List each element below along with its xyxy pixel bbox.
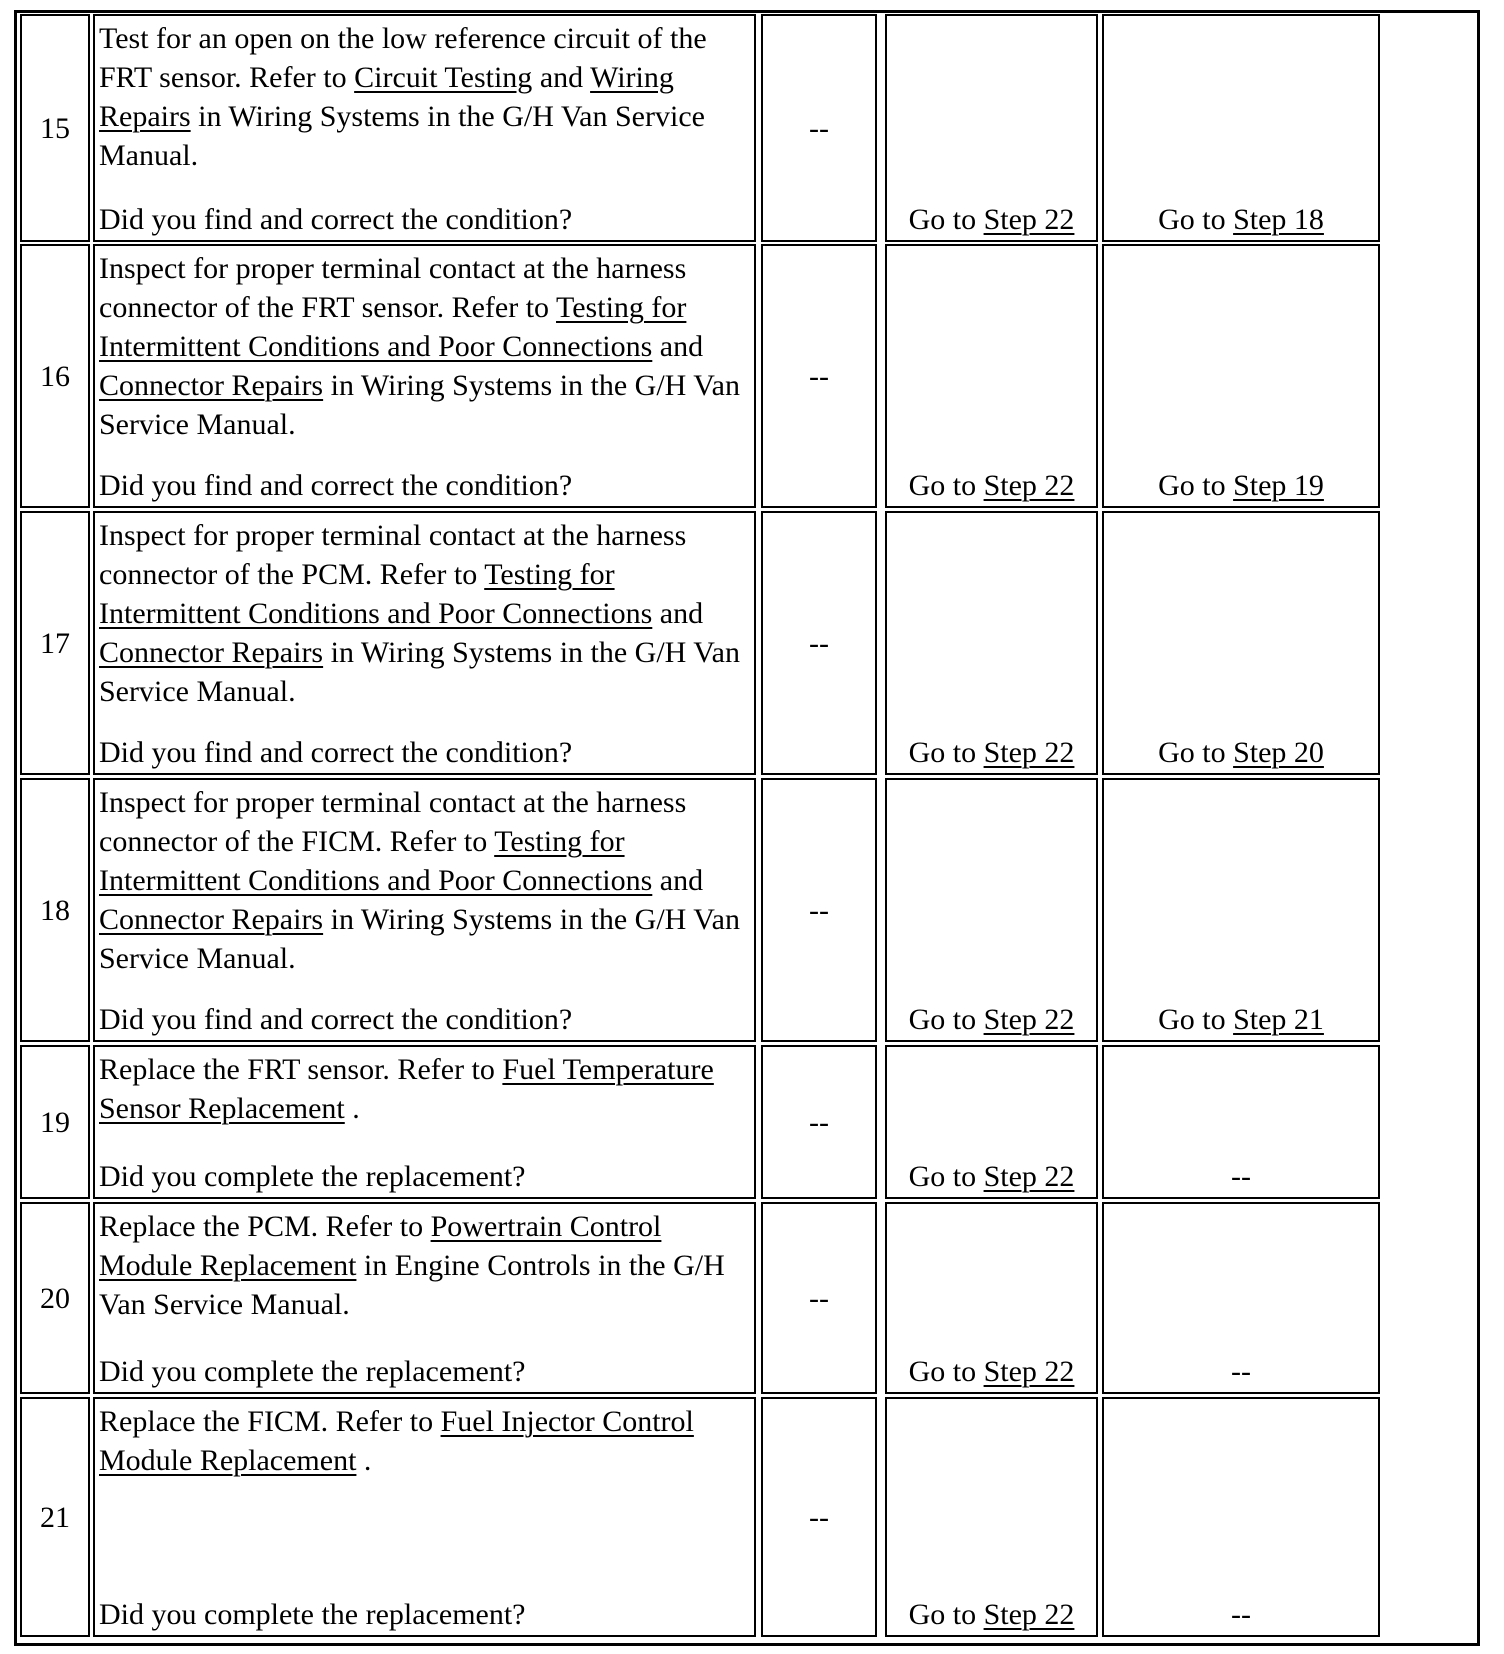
reference-link[interactable]: Connector Repairs — [99, 369, 324, 402]
no-action — [1231, 1595, 1251, 1634]
reference-link[interactable]: Fuel Injector Control Module Replacement — [99, 1405, 694, 1477]
step-number-cell — [20, 1045, 90, 1199]
action-text-segment: and — [652, 597, 704, 630]
action-question: Did you complete the replacement? — [99, 1598, 526, 1631]
step-link[interactable]: Step 22 — [983, 1598, 1075, 1631]
action-question: Did you find and correct the condition? — [99, 1003, 573, 1036]
action-text-segment: Test for an open on the low reference circuit of the FRT sensor. Refer to — [99, 22, 707, 94]
action-question: Did you find and correct the condition? — [99, 469, 573, 502]
step-number-cell — [20, 1202, 90, 1394]
reference-link[interactable]: Connector Repairs — [99, 903, 324, 936]
action-text-segment: in Engine Controls in the G/H Van Service Manual. — [99, 1249, 725, 1321]
yes-action — [909, 1000, 1075, 1039]
value-text: -- — [809, 359, 829, 393]
action-text-segment: and — [652, 864, 704, 897]
goto-label: Go to — [1158, 736, 1234, 769]
yes-action — [909, 733, 1075, 772]
value-text: -- — [809, 893, 829, 927]
step-link[interactable]: Step 22 — [983, 469, 1075, 502]
step-number: 16 — [40, 359, 70, 393]
step-link[interactable]: Step 22 — [983, 1355, 1075, 1388]
action-text-segment: in Wiring Systems in the G/H Van Service Manual. — [99, 903, 740, 975]
step-number: 17 — [40, 626, 70, 660]
step-link[interactable]: Step 22 — [983, 203, 1075, 236]
goto-label: Go to — [1158, 1003, 1234, 1036]
action-text-segment: Inspect for proper terminal contact at the harness connector of the FICM. Refer to — [99, 786, 687, 858]
value-cell — [761, 244, 877, 508]
step-number: 19 — [40, 1105, 70, 1139]
step-number-cell — [20, 511, 90, 775]
step-number: 15 — [40, 111, 70, 145]
value-cell — [761, 778, 877, 1042]
no-action — [1158, 733, 1324, 772]
action-cell — [93, 14, 756, 242]
no-cell — [1102, 778, 1380, 1042]
yes-action — [909, 1352, 1075, 1391]
goto-label: Go to — [1158, 469, 1234, 502]
no-cell — [1102, 1202, 1380, 1394]
action-text — [99, 1402, 751, 1480]
action-question: Did you find and correct the condition? — [99, 736, 573, 769]
value-cell — [761, 1397, 877, 1637]
action-cell — [93, 244, 756, 508]
action-cell — [93, 778, 756, 1042]
action-text — [99, 1207, 751, 1324]
step-link[interactable]: Step 18 — [1233, 203, 1324, 236]
yes-cell — [885, 1202, 1098, 1394]
na-text: -- — [1231, 1355, 1251, 1388]
value-cell — [761, 14, 877, 242]
action-text-segment: in Wiring Systems in the G/H Van Service Manual. — [99, 636, 740, 708]
step-number-cell — [20, 244, 90, 508]
yes-action — [909, 1595, 1075, 1634]
step-number: 18 — [40, 893, 70, 927]
yes-action — [909, 466, 1075, 505]
no-cell — [1102, 244, 1380, 508]
yes-action — [909, 200, 1075, 239]
no-action — [1158, 466, 1324, 505]
no-action — [1231, 1157, 1251, 1196]
action-text-segment: Inspect for proper terminal contact at the harness connector of the FRT sensor. Refer to — [99, 252, 687, 324]
action-text — [99, 1050, 751, 1128]
no-action — [1158, 1000, 1324, 1039]
action-text-segment: Inspect for proper terminal contact at the harness connector of the PCM. Refer to — [99, 519, 687, 591]
yes-cell — [885, 1397, 1098, 1637]
yes-cell — [885, 244, 1098, 508]
action-question: Did you find and correct the condition? — [99, 203, 573, 236]
yes-cell — [885, 778, 1098, 1042]
yes-action — [909, 1157, 1075, 1196]
goto-label: Go to — [908, 1160, 984, 1193]
reference-link[interactable]: Fuel Temperature Sensor Replacement — [99, 1053, 714, 1125]
reference-link[interactable]: Testing for Intermittent Conditions and Poor Connections — [99, 291, 687, 363]
goto-label: Go to — [908, 1003, 984, 1036]
action-text — [99, 516, 751, 711]
action-text-segment: Replace the FRT sensor. Refer to — [99, 1053, 503, 1086]
reference-link[interactable]: Testing for Intermittent Conditions and Poor Connections — [99, 558, 653, 630]
goto-label: Go to — [908, 1355, 984, 1388]
action-cell — [93, 1045, 756, 1199]
action-text-segment: and — [532, 61, 591, 94]
no-cell — [1102, 511, 1380, 775]
value-text: -- — [809, 1281, 829, 1315]
value-cell — [761, 511, 877, 775]
value-text: -- — [809, 626, 829, 660]
no-action — [1231, 1352, 1251, 1391]
value-text: -- — [809, 1105, 829, 1139]
goto-label: Go to — [908, 469, 984, 502]
action-text — [99, 249, 751, 444]
na-text: -- — [1231, 1160, 1251, 1193]
action-text — [99, 19, 751, 175]
reference-link[interactable]: Circuit Testing — [354, 61, 533, 94]
action-text-segment: and — [652, 330, 704, 363]
reference-link[interactable]: Wiring Repairs — [99, 61, 674, 133]
action-cell — [93, 511, 756, 775]
action-text-segment: . — [344, 1092, 360, 1125]
goto-label: Go to — [908, 736, 984, 769]
no-action — [1158, 200, 1324, 239]
step-link[interactable]: Step 20 — [1233, 736, 1324, 769]
goto-label: Go to — [908, 203, 984, 236]
step-number: 20 — [40, 1281, 70, 1315]
value-text: -- — [809, 1500, 829, 1534]
value-text: -- — [809, 111, 829, 145]
na-text: -- — [1231, 1598, 1251, 1631]
action-text-segment: Replace the PCM. Refer to — [99, 1210, 431, 1243]
step-link[interactable]: Step 22 — [983, 736, 1075, 769]
yes-cell — [885, 14, 1098, 242]
yes-cell — [885, 1045, 1098, 1199]
step-link[interactable]: Step 22 — [983, 1003, 1075, 1036]
step-link[interactable]: Step 19 — [1233, 469, 1324, 502]
reference-link[interactable]: Powertrain Control Module Replacement — [99, 1210, 662, 1282]
action-text-segment: in Wiring Systems in the G/H Van Service Manual. — [99, 100, 705, 172]
action-cell — [93, 1397, 756, 1637]
step-link[interactable]: Step 21 — [1233, 1003, 1324, 1036]
goto-label: Go to — [1158, 203, 1234, 236]
value-cell — [761, 1202, 877, 1394]
action-question: Did you complete the replacement? — [99, 1160, 526, 1193]
step-number: 21 — [40, 1500, 70, 1534]
no-cell — [1102, 1397, 1380, 1637]
action-question: Did you complete the replacement? — [99, 1355, 526, 1388]
action-text-segment: in Wiring Systems in the G/H Van Service Manual. — [99, 369, 740, 441]
step-number-cell — [20, 14, 90, 242]
step-number-cell — [20, 778, 90, 1042]
action-text — [99, 783, 751, 978]
step-number-cell — [20, 1397, 90, 1637]
step-link[interactable]: Step 22 — [983, 1160, 1075, 1193]
action-cell — [93, 1202, 756, 1394]
reference-link[interactable]: Testing for Intermittent Conditions and Poor Connections — [99, 825, 653, 897]
no-cell — [1102, 14, 1380, 242]
reference-link[interactable]: Connector Repairs — [99, 636, 324, 669]
action-text-segment: . — [356, 1444, 372, 1477]
no-cell — [1102, 1045, 1380, 1199]
diagnostic-table — [14, 10, 1480, 1646]
yes-cell — [885, 511, 1098, 775]
action-text-segment: Replace the FICM. Refer to — [99, 1405, 441, 1438]
goto-label: Go to — [908, 1598, 984, 1631]
value-cell — [761, 1045, 877, 1199]
